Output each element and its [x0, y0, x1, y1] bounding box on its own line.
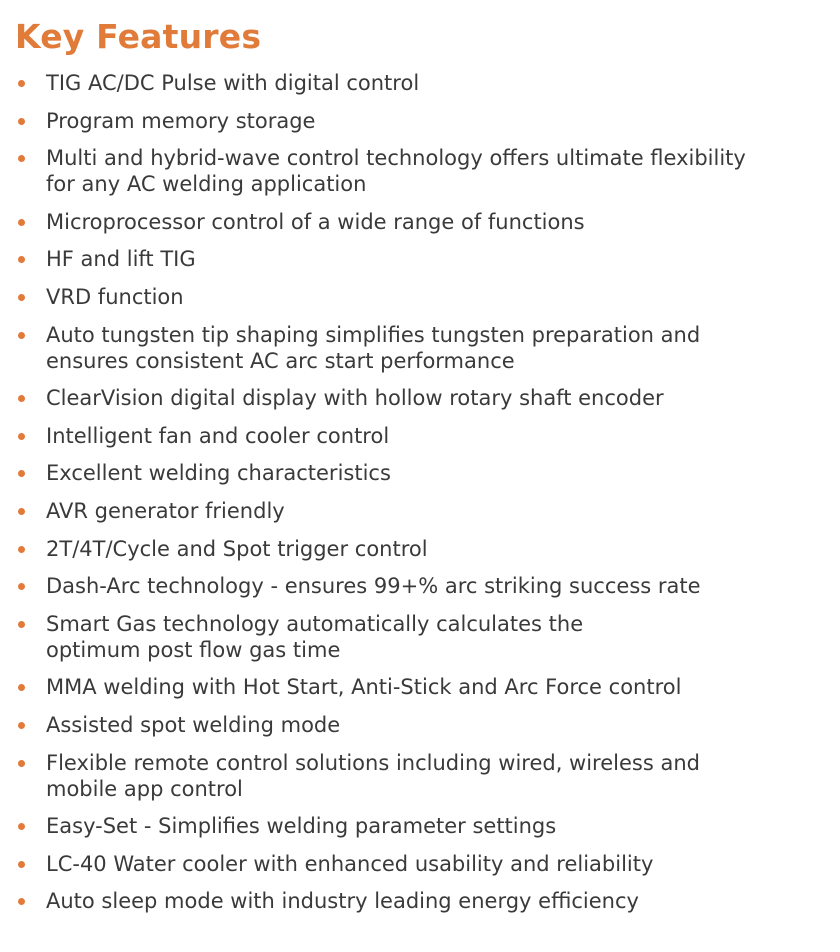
- feature-item: [15, 385, 840, 411]
- feature-item: [15, 423, 840, 449]
- feature-item: [15, 813, 840, 839]
- feature-list: [15, 70, 840, 914]
- feature-item: [15, 611, 840, 663]
- feature-text: LC-40 Water cooler with enhanced usability and reliability: [46, 851, 654, 876]
- feature-text-continued: ensures consistent AC arc start performance: [46, 348, 515, 373]
- feature-text: 2T/4T/Cycle and Spot trigger control: [46, 536, 428, 561]
- feature-text: Intelligent fan and cooler control: [46, 423, 390, 448]
- bullet-icon: [18, 583, 25, 590]
- feature-item: [15, 888, 840, 914]
- feature-text: Program memory storage: [46, 108, 316, 133]
- feature-text: Flexible remote control solutions including wired, wireless and: [46, 750, 700, 775]
- feature-text: MMA welding with Hot Start, Anti-Stick and Arc Force control: [46, 675, 682, 700]
- feature-item: [15, 498, 840, 524]
- feature-item: [15, 851, 840, 877]
- feature-item: [15, 145, 840, 197]
- bullet-icon: [18, 294, 25, 301]
- bullet-icon: [18, 155, 25, 162]
- feature-item: [15, 246, 840, 272]
- bullet-icon: [18, 508, 25, 515]
- bullet-icon: [18, 823, 25, 830]
- feature-item: [15, 536, 840, 562]
- feature-text: ClearVision digital display with hollow rotary shaft encoder: [46, 386, 664, 411]
- page-title: Key Features: [15, 17, 262, 56]
- feature-text: VRD function: [46, 284, 184, 309]
- feature-item: [15, 674, 840, 700]
- feature-text: AVR generator friendly: [46, 498, 285, 523]
- feature-item: [15, 70, 840, 96]
- feature-item: [15, 209, 840, 235]
- bullet-icon: [18, 621, 25, 628]
- feature-item: [15, 750, 840, 802]
- bullet-icon: [18, 898, 25, 905]
- feature-text: TIG AC/DC Pulse with digital control: [46, 71, 420, 95]
- feature-text-continued: mobile app control: [46, 776, 243, 801]
- feature-text: Auto tungsten tip shaping simplifies tungsten preparation and: [46, 322, 701, 347]
- feature-item: [15, 322, 840, 374]
- bullet-icon: [18, 760, 25, 767]
- feature-item: [15, 712, 840, 738]
- bullet-icon: [18, 395, 25, 402]
- bullet-icon: [18, 433, 25, 440]
- bullet-icon: [18, 722, 25, 729]
- bullet-icon: [18, 684, 25, 691]
- feature-text-continued: optimum post flow gas time: [46, 637, 341, 662]
- feature-text: Microprocessor control of a wide range of functions: [46, 209, 585, 234]
- feature-text: Multi and hybrid-wave control technology offers ultimate flexibility: [46, 146, 746, 171]
- feature-text: Auto sleep mode with industry leading energy efficiency: [46, 889, 639, 914]
- bullet-icon: [18, 546, 25, 553]
- feature-text-continued: for any AC welding application: [46, 172, 367, 197]
- bullet-icon: [18, 80, 25, 87]
- bullet-icon: [18, 118, 25, 125]
- bullet-icon: [18, 861, 25, 868]
- feature-text: Assisted spot welding mode: [46, 712, 341, 737]
- bullet-icon: [18, 219, 25, 226]
- feature-text: Smart Gas technology automatically calculates the: [46, 611, 584, 636]
- feature-item: [15, 108, 840, 134]
- feature-text: Easy-Set - Simplifies welding parameter settings: [46, 814, 557, 839]
- bullet-icon: [18, 256, 25, 263]
- feature-item: [15, 284, 840, 310]
- feature-text: Dash-Arc technology - ensures 99+% arc striking success rate: [46, 574, 701, 599]
- bullet-icon: [18, 332, 25, 339]
- feature-item: [15, 460, 840, 486]
- feature-text: Excellent welding characteristics: [46, 461, 391, 486]
- bullet-icon: [18, 470, 25, 477]
- feature-item: [15, 573, 840, 599]
- feature-text: HF and lift TIG: [46, 247, 196, 272]
